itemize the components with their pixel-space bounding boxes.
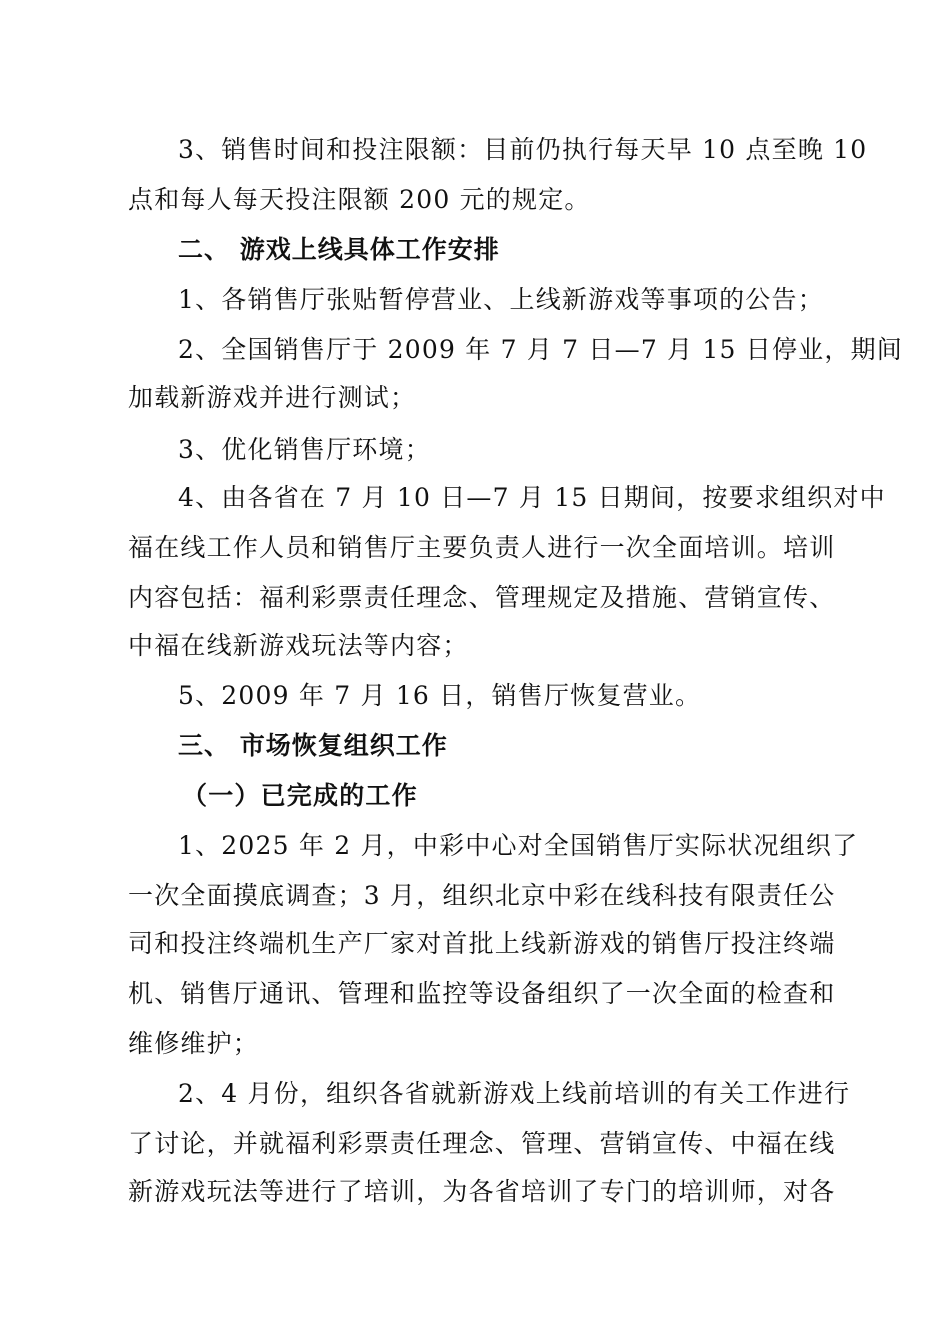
- completed-1-line-4: 机、销售厅通讯、管理和监控等设备组织了一次全面的检查和: [128, 979, 836, 1008]
- completed-2-line-2: 了讨论，并就福利彩票责任理念、管理、营销宣传、中福在线: [128, 1129, 836, 1158]
- item-2-line-2: 加载新游戏并进行测试；: [128, 383, 417, 412]
- completed-1-line-5: 维修维护；: [128, 1029, 260, 1058]
- completed-1-line-3: 司和投注终端机生产厂家对首批上线新游戏的销售厅投注终端: [128, 929, 836, 958]
- item-4-line-2: 福在线工作人员和销售厅主要负责人进行一次全面培训。培训: [128, 533, 836, 562]
- item-2-line-1: 2、全国销售厅于 2009 年 7 月 7 日—7 月 15 日停业，期间: [178, 335, 903, 364]
- completed-1-line-2: 一次全面摸底调查；3 月，组织北京中彩在线科技有限责任公: [128, 881, 836, 910]
- item-1-line-1: 1、各销售厅张贴暂停营业、上线新游戏等事项的公告；: [178, 285, 824, 314]
- item-5-line-1: 5、2009 年 7 月 16 日，销售厅恢复营业。: [178, 681, 702, 710]
- completed-1-line-1: 1、2025 年 2 月，中彩中心对全国销售厅实际状况组织了: [178, 831, 859, 860]
- section-2-heading: 二、 游戏上线具体工作安排: [178, 235, 500, 264]
- completed-2-line-3: 新游戏玩法等进行了培训，为各省培训了专门的培训师，对各: [128, 1177, 836, 1206]
- paragraph-3-line-2: 点和每人每天投注限额 200 元的规定。: [128, 185, 591, 214]
- item-4-line-1: 4、由各省在 7 月 10 日—7 月 15 日期间，按要求组织对中: [178, 483, 886, 512]
- item-4-line-4: 中福在线新游戏玩法等内容；: [128, 631, 469, 660]
- paragraph-3-line-1: 3、销售时间和投注限额：目前仍执行每天早 10 点至晚 10: [178, 135, 868, 164]
- section-3-heading: 三、 市场恢复组织工作: [178, 731, 448, 760]
- item-4-line-3: 内容包括：福利彩票责任理念、管理规定及措施、营销宣传、: [128, 583, 836, 612]
- item-3-line-1: 3、优化销售厅环境；: [178, 435, 431, 464]
- subsection-1-heading: （一）已完成的工作: [182, 781, 418, 810]
- completed-2-line-1: 2、4 月份，组织各省就新游戏上线前培训的有关工作进行: [178, 1079, 851, 1108]
